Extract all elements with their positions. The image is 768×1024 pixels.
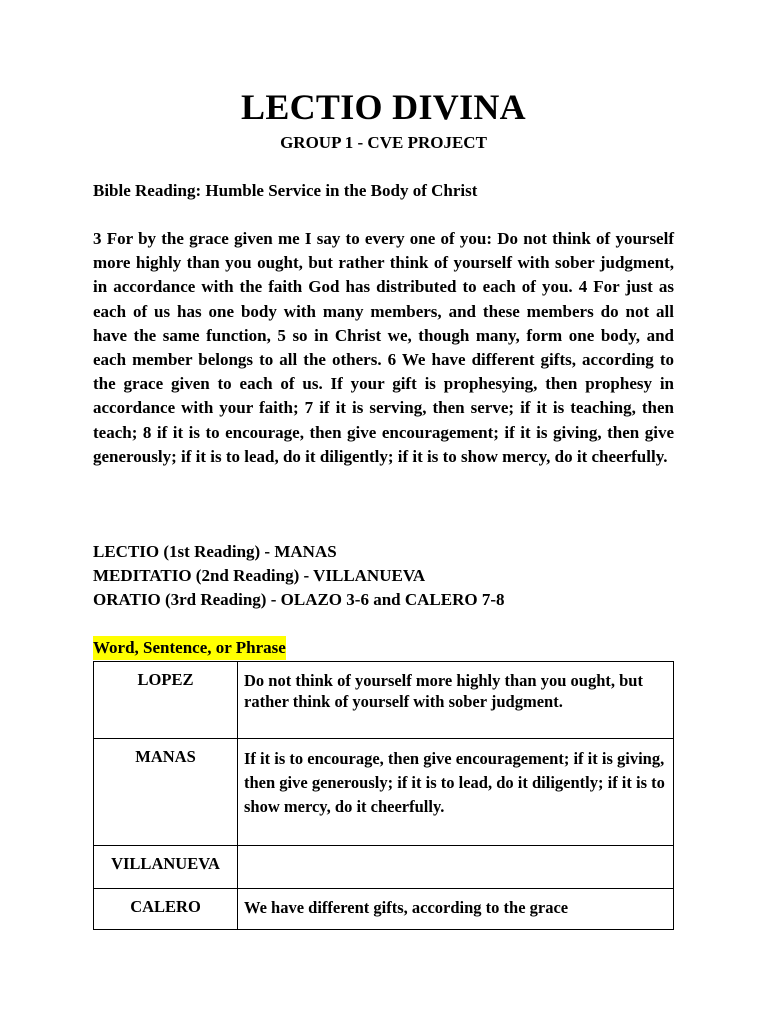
assignment-lectio: LECTIO (1st Reading) - MANAS: [93, 542, 337, 561]
table-label-highlighted: Word, Sentence, or Phrase: [93, 636, 286, 660]
assignment-meditatio: MEDITATIO (2nd Reading) - VILLANUEVA: [93, 566, 426, 585]
member-phrase: [238, 846, 674, 889]
phrases-table: [93, 661, 674, 930]
member-name: MANAS: [94, 739, 238, 846]
table-row: [94, 889, 674, 930]
table-row: [94, 846, 674, 889]
table-row: [94, 662, 674, 739]
table-row: [94, 739, 674, 846]
page-title: LECTIO DIVINA: [241, 87, 526, 127]
reading-assignments: [93, 540, 505, 612]
member-name: VILLANUEVA: [94, 846, 238, 889]
scripture-passage: 3 For by the grace given me I say to every one of you: Do not think of yourself more highly than you ought, but rather think of yourself with sober judgment, in accordance with the faith God has distributed to each of you. 4 For just as each of us has one body with many members, and these members do not all have the same function, 5 so in Christ we, though many, form one body, and each member belongs to all the others. 6 We have different gifts, according to the grace given to each of us. If your gift is prophesying, then prophesy in accordance with your faith; 7 if it is serving, then serve; if it is teaching, then teach; 8 if it is to encourage, then give encouragement; if it is giving, then give generously; if it is to lead, do it diligently; if it is to show mercy, do it cheerfully.: [93, 229, 674, 466]
bible-reading-title: Bible Reading: Humble Service in the Body of Christ: [93, 181, 478, 200]
member-phrase: If it is to encourage, then give encouragement; if it is giving, then give generously; if it is to lead, do it diligently; if it is to show mercy, do it cheerfully.: [238, 739, 674, 846]
assignment-oratio: ORATIO (3rd Reading) - OLAZO 3-6 and CALERO 7-8: [93, 590, 505, 609]
member-name: CALERO: [94, 889, 238, 930]
member-phrase: Do not think of yourself more highly than you ought, but rather think of yourself with sober judgment.: [238, 662, 674, 739]
member-name: LOPEZ: [94, 662, 238, 739]
page-subtitle: GROUP 1 - CVE PROJECT: [280, 133, 487, 152]
member-phrase: We have different gifts, according to the grace: [238, 889, 674, 930]
